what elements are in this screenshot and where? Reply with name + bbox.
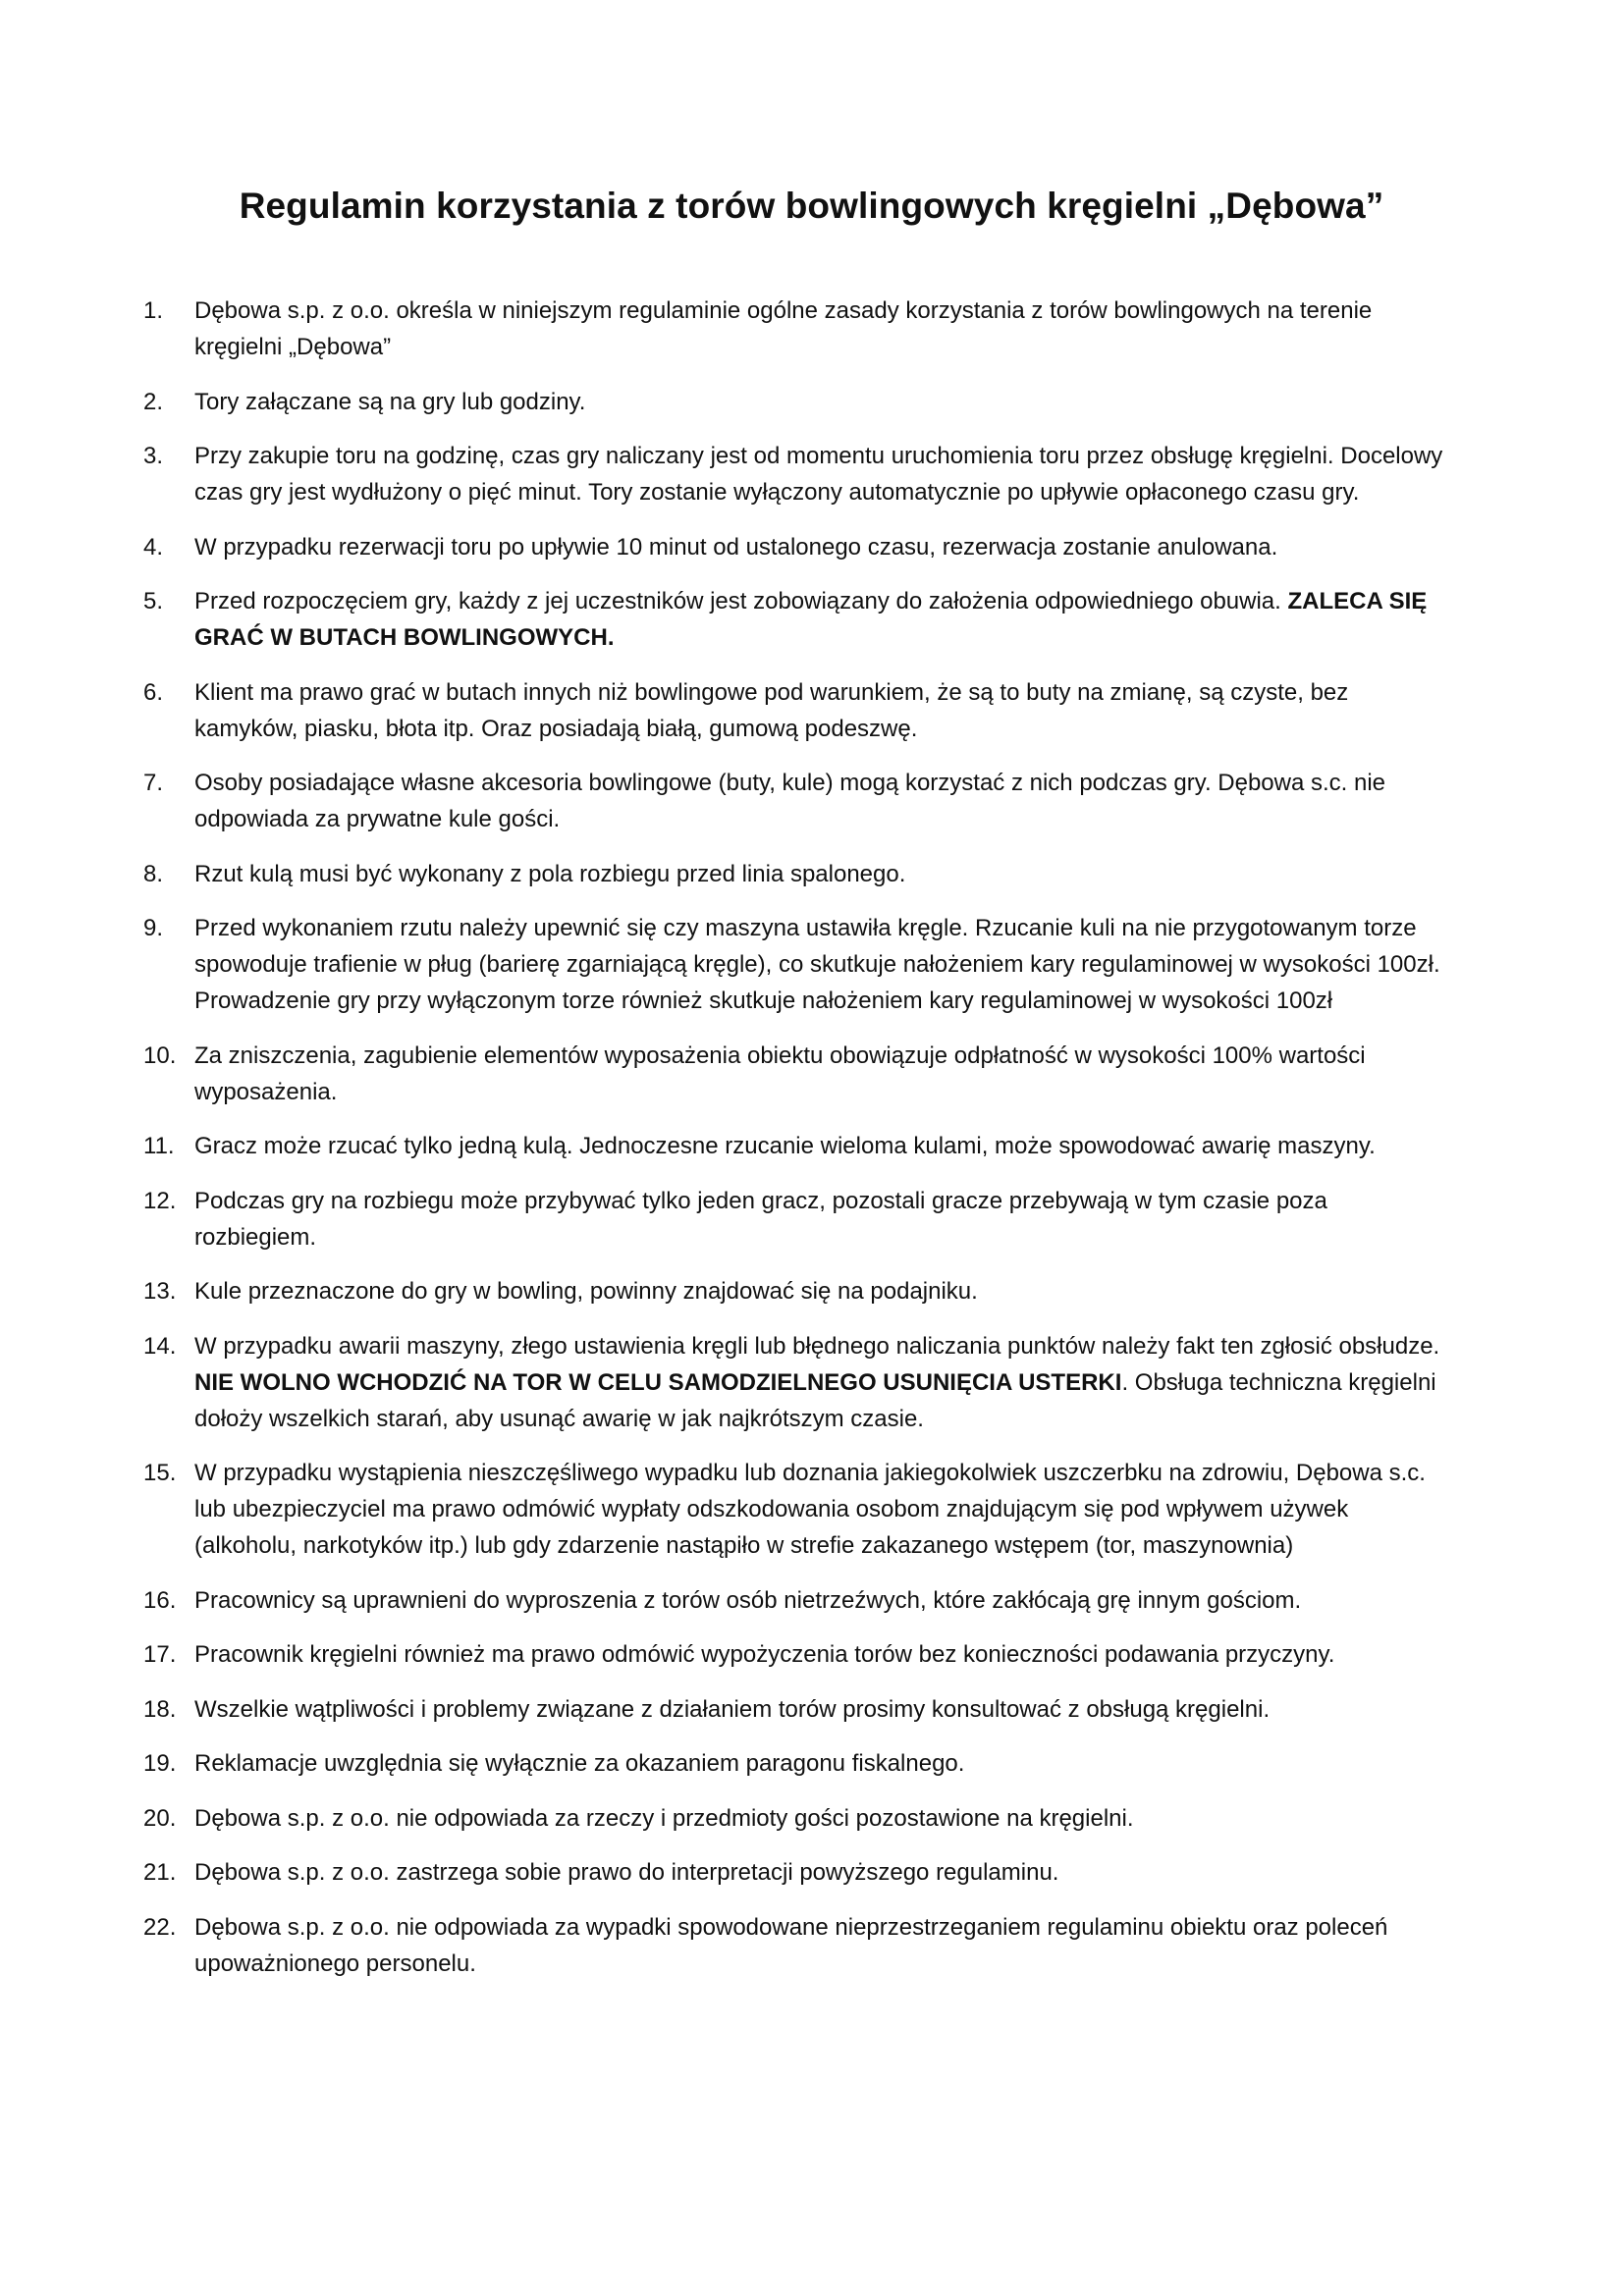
rule-text-segment: Za zniszczenia, zagubienie elementów wyposażenia obiektu obowiązuje odpłatność w wysokości 100% wartości wyposażenia. — [194, 1041, 1366, 1105]
rule-number: 20. — [143, 1804, 177, 1832]
rule-text-segment: Dębowa s.p. z o.o. określa w niniejszym regulaminie ogólne zasady korzystania z torów bowlingowych na terenie kręgielni „Dębowa” — [194, 297, 1373, 360]
rule-text-segment: Przed wykonaniem rzutu należy upewnić się czy maszyna ustawiła kręgle. Rzucanie kuli na nie przygotowanym torze spowoduje trafienie w pług (barierę zgarniającą kręgle), co skutkuje nałożeniem kary regulaminowej w wysokości 100zł. Prowadzenie gry przy wyłączonym torze również skutkuje nałożeniem kary regulaminowej w wysokości 100zł — [194, 915, 1440, 1014]
rules-list — [143, 293, 1449, 2000]
rule-text-segment: Dębowa s.p. z o.o. nie odpowiada za wypadki spowodowane nieprzestrzeganiem regulaminu obiektu oraz poleceń upoważnionego personelu. — [194, 1913, 1388, 1977]
rule-number: 18. — [143, 1695, 177, 1723]
rule-item — [143, 1636, 1449, 1673]
rule-text — [194, 1038, 1449, 1110]
rule-number: 1. — [143, 297, 164, 324]
rule-number: 11. — [143, 1133, 175, 1159]
rule-text — [194, 1328, 1449, 1437]
rule-item — [143, 1691, 1449, 1728]
rule-text-segment: Reklamacje uwzględnia się wyłącznie za okazaniem paragonu fiskalnego. — [194, 1750, 965, 1777]
rule-text-segment: Pracownik kręgielni również ma prawo odmówić wypożyczenia torów bez konieczności podawania przyczyny. — [194, 1641, 1335, 1668]
rule-text-segment: . Obsługa techniczna kręgielni dołoży wszelkich starań, aby usunąć awarię w jak najkrótszym czasie. — [194, 1368, 1436, 1432]
rule-text-emphasis: ZALECA SIĘ GRAĆ W BUTACH BOWLINGOWYCH. — [194, 588, 1428, 651]
rule-item — [143, 1745, 1449, 1782]
rule-number: 4. — [143, 533, 164, 561]
rule-number: 9. — [143, 915, 164, 941]
rule-text — [194, 438, 1449, 510]
rule-number: 5. — [143, 588, 164, 614]
rule-text — [194, 1636, 1449, 1673]
rule-item — [143, 856, 1449, 892]
rule-text — [194, 293, 1449, 365]
rule-text — [194, 1273, 1449, 1309]
rule-number: 14. — [143, 1332, 177, 1360]
rule-text-segment: Rzut kulą musi być wykonany z pola rozbiegu przed linia spalonego. — [194, 860, 906, 887]
rule-item — [143, 1854, 1449, 1891]
rule-text-segment: W przypadku awarii maszyny, złego ustawienia kręgli lub błędnego naliczania punktów należy fakt ten zgłosić obsłudze. — [194, 1332, 1440, 1360]
rule-text-emphasis: NIE WOLNO WCHODZIĆ NA TOR W CELU SAMODZIELNEGO USUNIĘCIA USTERKI — [194, 1368, 1122, 1396]
rule-text — [194, 583, 1449, 656]
rule-item — [143, 1328, 1449, 1437]
rule-text-segment: W przypadku wystąpienia nieszczęśliwego wypadku lub doznania jakiegokolwiek uszczerbku na zdrowiu, Dębowa s.c. lub ubezpieczyciel ma prawo odmówić wypłaty odszkodowania osobom znajdującym się pod wpływem używek (alkoholu, narkotyków itp.) lub gdy zdarzenie nastąpiło w strefie zakazanego wstępem (tor, maszynownia) — [194, 1460, 1426, 1559]
rule-item — [143, 529, 1449, 565]
rule-number: 10. — [143, 1041, 177, 1069]
rule-text — [194, 384, 1449, 420]
rule-number: 7. — [143, 770, 164, 796]
rule-number: 6. — [143, 678, 164, 706]
rule-text-segment: Podczas gry na rozbiegu może przybywać tylko jeden gracz, pozostali gracze przebywają w tym czasie poza rozbiegiem. — [194, 1187, 1327, 1251]
rule-number: 13. — [143, 1278, 177, 1305]
rule-item — [143, 765, 1449, 837]
rule-number: 15. — [143, 1460, 177, 1486]
rule-number: 17. — [143, 1641, 177, 1668]
rule-number: 8. — [143, 860, 164, 887]
rule-text — [194, 765, 1449, 837]
rule-text-segment: Gracz może rzucać tylko jedną kulą. Jednoczesne rzucanie wieloma kulami, może spowodować awarię maszyny. — [194, 1133, 1376, 1159]
rule-item — [143, 1582, 1449, 1619]
rule-item — [143, 438, 1449, 510]
rule-item — [143, 910, 1449, 1019]
rule-text — [194, 529, 1449, 565]
rule-number: 3. — [143, 443, 164, 469]
rule-text-segment: W przypadku rezerwacji toru po upływie 10 minut od ustalonego czasu, rezerwacja zostanie anulowana. — [194, 533, 1278, 561]
rule-text — [194, 1128, 1449, 1164]
rule-text-segment: Tory załączane są na gry lub godziny. — [194, 388, 586, 415]
rule-text — [194, 1183, 1449, 1255]
rule-text-segment: Osoby posiadające własne akcesoria bowlingowe (buty, kule) mogą korzystać z nich podczas gry. Dębowa s.c. nie odpowiada za prywatne kule gości. — [194, 770, 1386, 832]
rule-text — [194, 1582, 1449, 1619]
rule-text-segment: Przed rozpoczęciem gry, każdy z jej uczestników jest zobowiązany do założenia odpowiedniego obuwia. — [194, 588, 1288, 614]
rule-item — [143, 1183, 1449, 1255]
rule-item — [143, 1273, 1449, 1309]
rule-item — [143, 1128, 1449, 1164]
rule-item — [143, 1909, 1449, 1982]
rule-item — [143, 674, 1449, 747]
rule-item — [143, 1455, 1449, 1564]
rule-text-segment: Pracownicy są uprawnieni do wyproszenia z torów osób nietrzeźwych, które zakłócają grę innym gościom. — [194, 1586, 1302, 1614]
rule-item — [143, 293, 1449, 365]
rule-text-segment: Wszelkie wątpliwości i problemy związane z działaniem torów prosimy konsultować z obsługą kręgielni. — [194, 1695, 1271, 1723]
rule-text-segment: Kule przeznaczone do gry w bowling, powinny znajdować się na podajniku. — [194, 1278, 978, 1305]
rule-text — [194, 674, 1449, 747]
rule-number: 12. — [143, 1187, 177, 1214]
rule-text — [194, 1800, 1449, 1837]
rule-text-segment: Dębowa s.p. z o.o. nie odpowiada za rzeczy i przedmioty gości pozostawione na kręgielni. — [194, 1804, 1134, 1832]
rule-item — [143, 1038, 1449, 1110]
rule-text — [194, 910, 1449, 1019]
rule-text-segment: Przy zakupie toru na godzinę, czas gry naliczany jest od momentu uruchomienia toru przez obsługę kręgielni. Docelowy czas gry jest wydłużony o pięć minut. Tory zostanie wyłączony automatycznie po upływie opłaconego czasu gry. — [194, 443, 1443, 506]
rule-text-segment: Klient ma prawo grać w butach innych niż bowlingowe pod warunkiem, że są to buty na zmianę, są czyste, bez kamyków, piasku, błota itp. Oraz posiadają białą, gumową podeszwę. — [194, 678, 1349, 742]
rule-item — [143, 1800, 1449, 1837]
rule-text — [194, 1745, 1449, 1782]
rule-number: 2. — [143, 388, 164, 415]
rule-item — [143, 583, 1449, 656]
rule-item — [143, 384, 1449, 420]
rule-text — [194, 1909, 1449, 1982]
rule-text — [194, 1854, 1449, 1891]
rule-number: 19. — [143, 1750, 177, 1777]
rule-text — [194, 856, 1449, 892]
page-title: Regulamin korzystania z torów bowlingowych kręgielni „Dębowa” — [239, 185, 1384, 226]
rule-text — [194, 1455, 1449, 1564]
rule-text-segment: Dębowa s.p. z o.o. zastrzega sobie prawo do interpretacji powyższego regulaminu. — [194, 1859, 1059, 1886]
rule-number: 21. — [143, 1859, 177, 1886]
rule-text — [194, 1691, 1449, 1728]
rule-number: 22. — [143, 1913, 177, 1941]
rule-number: 16. — [143, 1586, 177, 1614]
